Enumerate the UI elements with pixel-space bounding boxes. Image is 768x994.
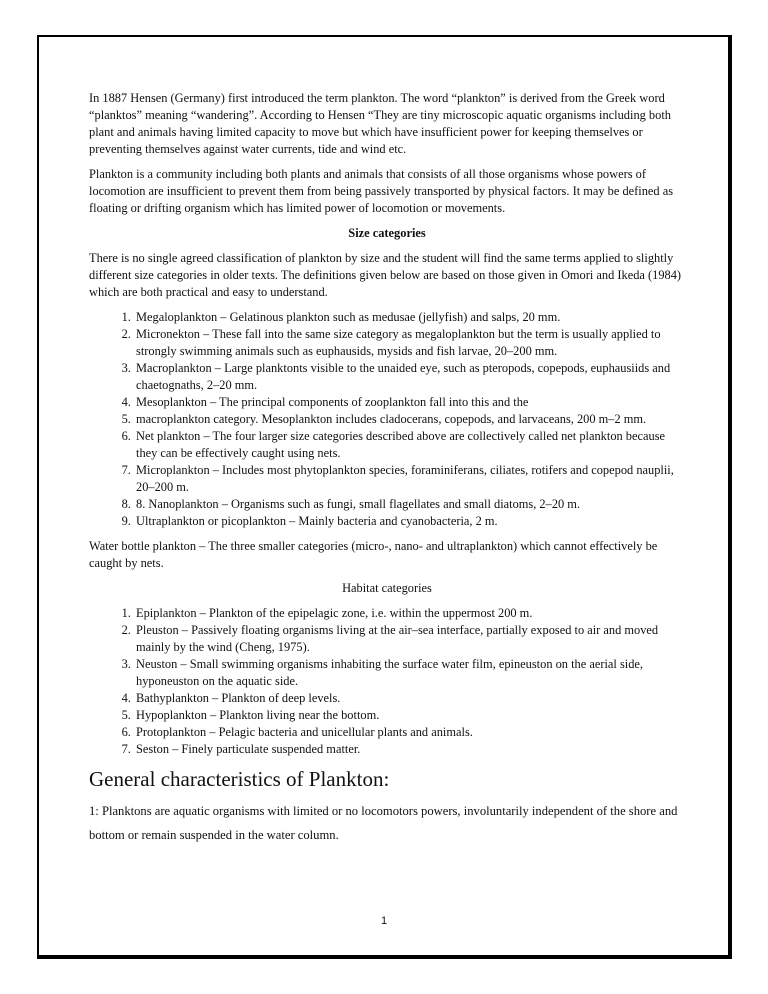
list-item: 7. Microplankton – Includes most phytoplankton species, foraminiferans, ciliates, rotifers and copepod nauplii, 20–200 m. (134, 462, 685, 496)
list-item: 2. Micronekton – These fall into the same size category as megaloplankton but the term is usually applied to strongly swimming animals such as euphausids, mysids and fish larvae, 20–200 mm. (134, 326, 685, 360)
list-item: 1. Epiplankton – Plankton of the epipelagic zone, i.e. within the uppermost 200 m. (134, 605, 685, 622)
list-item: 1. Megaloplankton – Gelatinous plankton such as medusae (jellyfish) and salps, 20 mm. (134, 309, 685, 326)
list-item: 8. 8. Nanoplankton – Organisms such as fungi, small flagellates and small diatoms, 2–20 m. (134, 496, 685, 513)
list-item: 2. Pleuston – Passively floating organisms living at the air–sea interface, partially exposed to air and moved mainly by the wind (Cheng, 1975). (134, 622, 685, 656)
list-item: 9. Ultraplankton or picoplankton – Mainly bacteria and cyanobacteria, 2 m. (134, 513, 685, 530)
habitat-categories-heading: Habitat categories (342, 581, 432, 595)
list-item: 7. Seston – Finely particulate suspended matter. (134, 741, 685, 758)
size-intro-paragraph: There is no single agreed classification of plankton by size and the student will find the same terms applied to slightly different size categories in older texts. The definitions given below are based on those given in Omori and Ikeda (1984) which are both practical and easy to understand. (89, 251, 682, 299)
habitat-categories-list (89, 605, 685, 758)
list-item: 4. Bathyplankton – Plankton of deep levels. (134, 690, 685, 707)
general-point-1: 1: Planktons are aquatic organisms with limited or no locomotors powers, involuntarily independent of the shore and bottom or remain suspended in the water column. (89, 804, 678, 842)
list-item: 5. macroplankton category. Mesoplankton includes cladocerans, copepods, and larvaceans, 200 m–2 mm. (134, 411, 685, 428)
water-bottle-paragraph: Water bottle plankton – The three smaller categories (micro-, nano- and ultraplankton) which cannot effectively be caught by nets. (89, 539, 658, 570)
list-item: 3. Macroplankton – Large planktonts visible to the unaided eye, such as pteropods, copepods, euphausiids and chaetognaths, 2–20 mm. (134, 360, 685, 394)
size-categories-heading: Size categories (348, 226, 426, 240)
general-characteristics-heading: General characteristics of Plankton: (89, 767, 390, 791)
page-number: 1 (380, 915, 388, 927)
size-categories-list (89, 309, 685, 530)
definition-paragraph: Plankton is a community including both plants and animals that consists of all those organisms whose powers of locomotion are insufficient to prevent them from being passively transported by physical factors. It may be defined as floating or drifting organism which has limited power of locomotion or movements. (89, 167, 674, 215)
list-item: 6. Net plankton – The four larger size categories described above are collectively called net plankton because they can be effectively caught using nets. (134, 428, 685, 462)
list-item: 6. Protoplankton – Pelagic bacteria and unicellular plants and animals. (134, 724, 685, 741)
document-body (89, 90, 685, 847)
list-item: 3. Neuston – Small swimming organisms inhabiting the surface water film, epineuston on the aerial side, hyponeuston on the aquatic side. (134, 656, 685, 690)
intro-paragraph: In 1887 Hensen (Germany) first introduced the term plankton. The word “plankton” is derived from the Greek word “planktos” meaning “wandering”. According to Hensen “They are tiny microscopic aquatic organisms including both plant and animals having limited capacity to move but which have insufficient power for keeping themselves or preventing themselves against water currents, tide and wind etc. (89, 91, 671, 156)
list-item: 4. Mesoplankton – The principal components of zooplankton fall into this and the (134, 394, 685, 411)
list-item: 5. Hypoplankton – Plankton living near the bottom. (134, 707, 685, 724)
